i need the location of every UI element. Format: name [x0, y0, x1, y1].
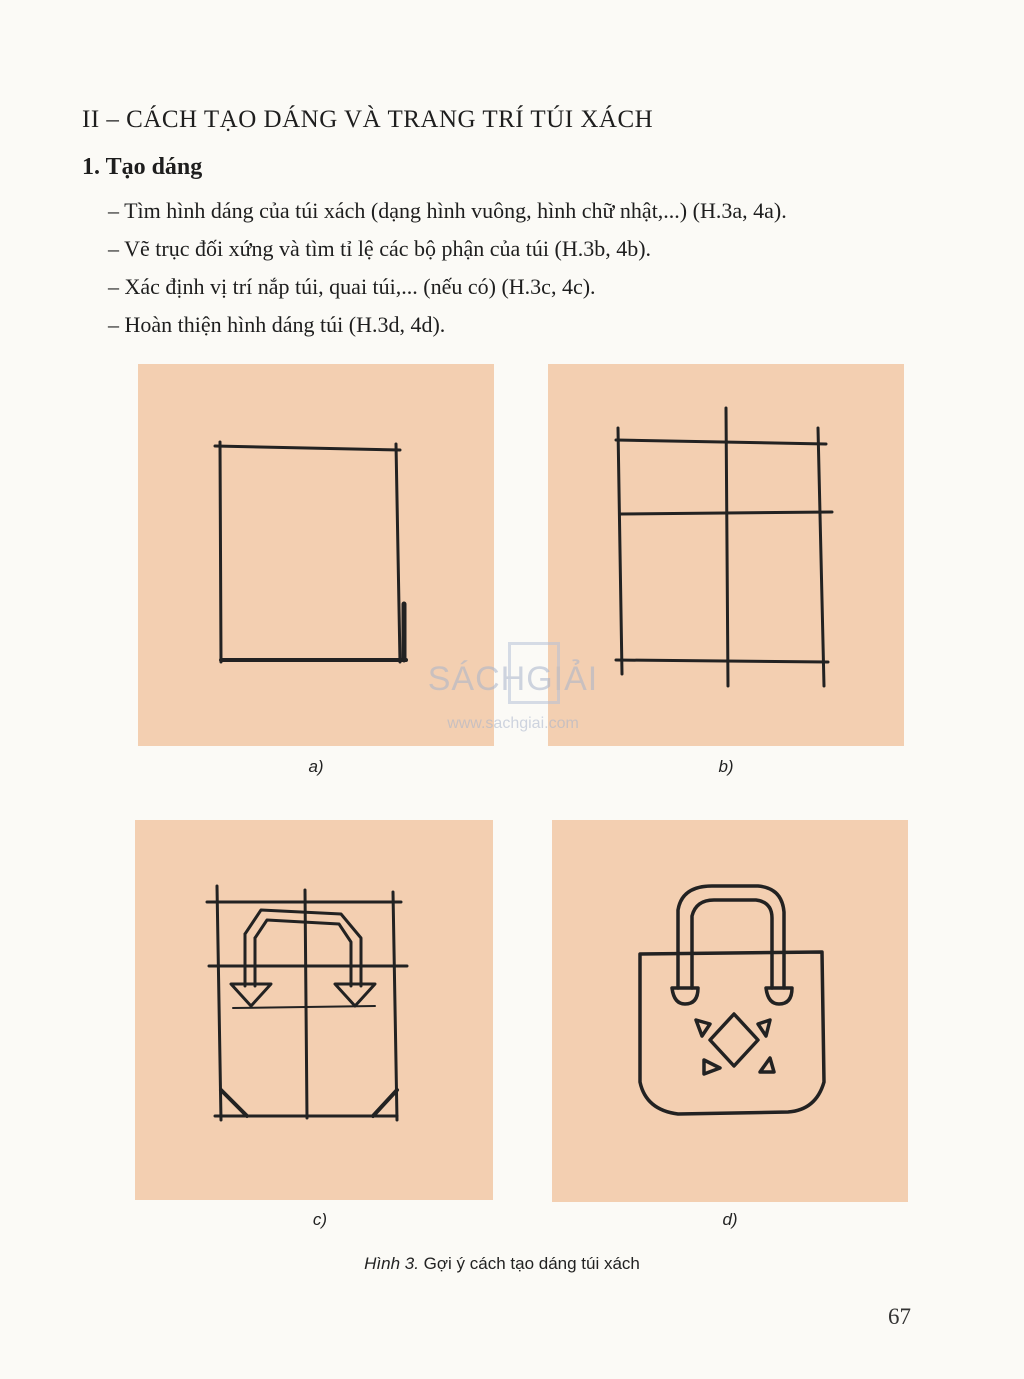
- panel-caption-c: c): [312, 1210, 328, 1229]
- step-item: – Vẽ trục đối xứng và tìm tỉ lệ các bộ phận của túi (H.3b, 4b).: [108, 236, 652, 261]
- figure-panel-d: [552, 820, 908, 1202]
- watermark-logo: SÁCHGIẢI: [427, 660, 599, 698]
- panel-caption-d: d): [722, 1210, 738, 1229]
- watermark-url: www.sachgiai.com: [447, 715, 579, 732]
- panel-caption-b: b): [718, 757, 734, 776]
- figure-caption: [0, 1254, 1004, 1274]
- steps-list: [108, 196, 787, 348]
- page-number: 67: [888, 1304, 911, 1329]
- sub-title: 1. Tạo dáng: [82, 154, 203, 180]
- figure-panel-c: [135, 820, 493, 1200]
- sketch-handles-layout: [135, 820, 493, 1200]
- panel-caption-a: a): [308, 757, 324, 776]
- step-item: – Tìm hình dáng của túi xách (dạng hình vuông, hình chữ nhật,...) (H.3a, 4a).: [108, 198, 787, 223]
- section-title: II – CÁCH TẠO DÁNG VÀ TRANG TRÍ TÚI XÁCH: [82, 106, 654, 133]
- watermark: [408, 640, 618, 740]
- handbag-icon: [552, 820, 908, 1202]
- figure-caption-text: Gợi ý cách tạo dáng túi xách: [418, 1254, 640, 1273]
- step-item: – Hoàn thiện hình dáng túi (H.3d, 4d).: [108, 312, 446, 337]
- step-item: – Xác định vị trí nắp túi, quai túi,... (nếu có) (H.3c, 4c).: [108, 274, 596, 299]
- figure-label: Hình 3.: [364, 1254, 419, 1273]
